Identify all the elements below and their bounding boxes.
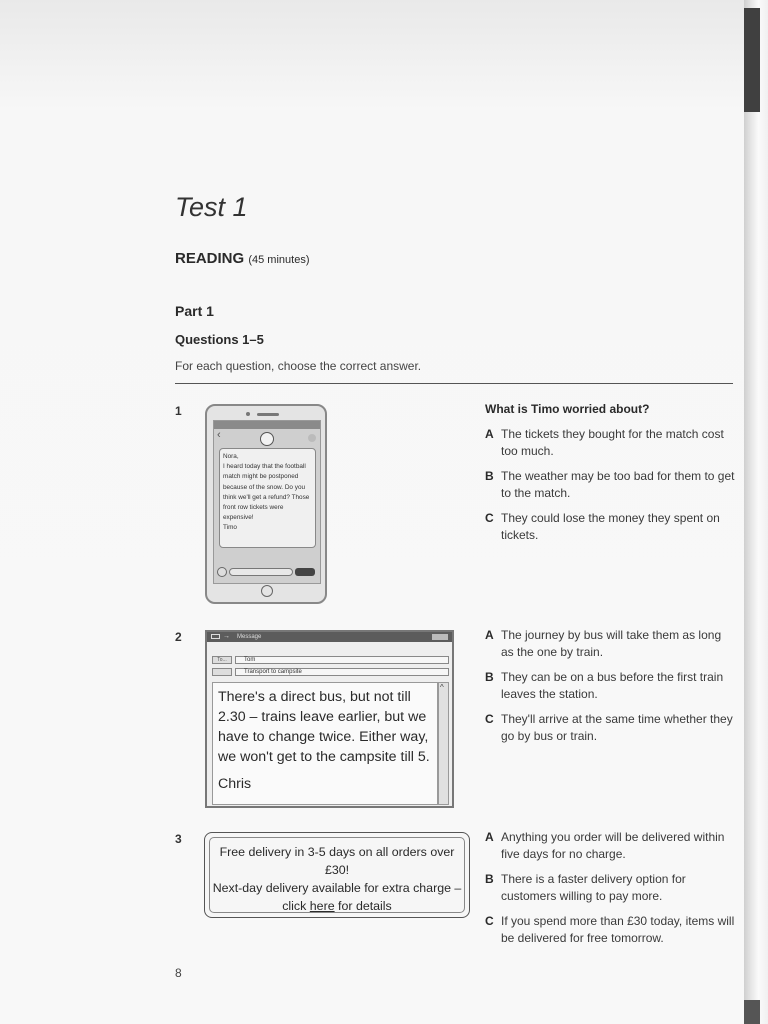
phone-compose-field (229, 568, 293, 576)
spine-shadow-bottom (744, 1000, 760, 1024)
email-illustration (205, 630, 454, 808)
email-scrollbar (438, 682, 449, 805)
phone-screen (213, 420, 321, 584)
envelope-icon (211, 634, 220, 639)
option-text: If you spend more than £30 today, items will be delivered for free tomorrow. (501, 914, 735, 945)
question-2-option-c (485, 711, 735, 745)
phone-home-button (261, 585, 273, 597)
email-title-bar (207, 632, 452, 642)
email-signature: Chris (218, 776, 252, 792)
notice-line-2-pre: Next-day delivery available for extra charge – click (212, 881, 462, 913)
question-2-number: 2 (175, 630, 182, 644)
option-text: There is a faster delivery option for customers willing to pay more. (501, 872, 686, 903)
option-text: The journey by bus will take them as long as the one by train. (501, 628, 722, 659)
chevron-up-icon: ^ (440, 683, 444, 692)
here-link: here (309, 899, 335, 913)
contact-avatar-icon (260, 432, 274, 446)
phone-camera (246, 412, 250, 416)
delivery-notice (204, 832, 470, 918)
page-number: 8 (175, 966, 182, 980)
option-letter: B (485, 469, 494, 483)
phone-compose-bar (217, 567, 315, 577)
phone-illustration (205, 404, 327, 604)
arrow-right-icon: → (223, 633, 230, 640)
notice-line-2-post: for details (334, 899, 392, 913)
test-title: Test 1 (175, 192, 248, 222)
delivery-notice-text (209, 837, 465, 913)
option-letter: C (485, 914, 494, 928)
option-letter: B (485, 872, 494, 886)
phone-menu-icon (308, 434, 316, 442)
text-message-bubble: Nora, I heard today that the football match might be postponed because of the snow. Do you think we'll get a refund? Those front row tickets were expensive! Timo (219, 448, 316, 548)
question-1-option-b (485, 468, 735, 502)
option-letter: B (485, 670, 494, 684)
question-2-option-a (485, 627, 735, 661)
question-1-option-a (485, 426, 735, 460)
spine-shadow (744, 8, 760, 112)
instruction-text: For each question, choose the correct answer. (175, 359, 422, 373)
option-text: They could lose the money they spent on tickets. (501, 511, 720, 542)
emoji-icon (217, 567, 227, 577)
email-window-label: Message (237, 634, 262, 640)
option-letter: C (485, 712, 494, 726)
email-to: Tom (235, 656, 449, 664)
option-letter: A (485, 628, 494, 642)
email-subject-row (212, 668, 449, 676)
phone-status-bar (214, 421, 320, 429)
subject-tag (212, 668, 232, 676)
section-duration: (45 minutes) (248, 254, 310, 266)
question-2-option-b (485, 669, 735, 703)
phone-speaker (257, 413, 279, 416)
option-text: Anything you order will be delivered within five days for no charge. (501, 830, 725, 861)
option-letter: C (485, 511, 494, 525)
option-letter: A (485, 830, 494, 844)
email-subject: Transport to campsite (235, 668, 449, 676)
option-text: The tickets they bought for the match cost too much. (501, 427, 724, 458)
book-spine (744, 0, 768, 1024)
question-1-number: 1 (175, 404, 182, 418)
question-3-number: 3 (175, 832, 182, 846)
option-letter: A (485, 427, 494, 441)
divider-rule (175, 383, 733, 384)
part-heading: Part 1 (175, 303, 214, 319)
option-text: The weather may be too bad for them to get to the match. (501, 469, 735, 500)
send-icon (295, 568, 315, 576)
question-3-option-b (485, 871, 735, 905)
option-text: They can be on a bus before the first train leaves the station. (501, 670, 724, 701)
email-body-text: There's a direct bus, but not till 2.30 – trains leave earlier, but we have to change twice. Either way, we won't get to the campsite till 5. (218, 689, 430, 765)
email-body (212, 682, 438, 805)
option-text: They'll arrive at the same time whether they go by bus or train. (501, 712, 733, 743)
section-heading (175, 250, 309, 267)
question-3-option-c (485, 913, 735, 947)
to-tag: To... (212, 656, 232, 664)
question-1-option-c (485, 510, 735, 544)
question-range: Questions 1–5 (175, 332, 264, 347)
chevron-left-icon: ‹ (217, 429, 221, 441)
window-controls-icon (432, 634, 448, 640)
question-1-stem: What is Timo worried about? (485, 402, 650, 416)
notice-line-1: Free delivery in 3-5 days on all orders over £30! (219, 845, 455, 877)
notice-line-2 (210, 879, 464, 915)
question-3-option-a (485, 829, 735, 863)
email-to-row (212, 656, 449, 664)
section-name: READING (175, 250, 245, 267)
